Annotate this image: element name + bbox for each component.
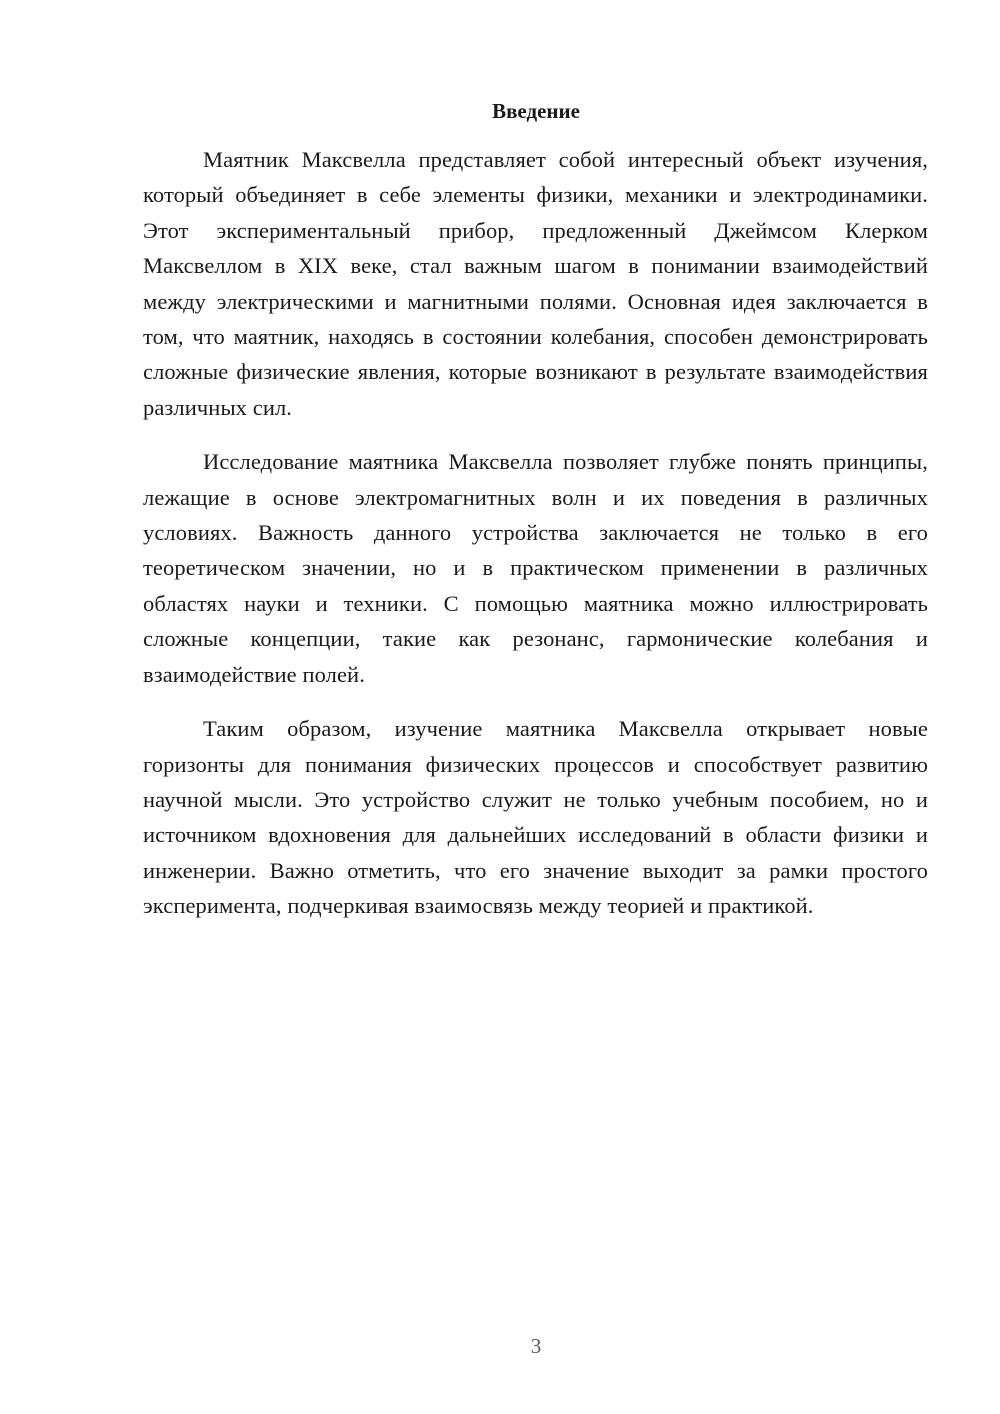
- section-title: Введение: [492, 99, 580, 123]
- paragraph-1: Маятник Максвелла представляет собой интересный объект изучения, который объединяет в себе элементы физики, механики и электродинамики. Этот экспериментальный прибор, предложенный Джеймсом Клерком Максвеллом в XIX веке, стал важным шагом в понимании взаимодействий между электрическими и магнитными полями. Основная идея заключается в том, что маятник, находясь в состоянии колебания, способен демонстрировать сложные физические явления, которые возникают в результате взаимодействия различных сил.: [143, 147, 928, 420]
- paragraph-3: Таким образом, изучение маятника Максвелла открывает новые горизонты для понимания физических процессов и способствует развитию научной мысли. Это устройство служит не только учебным пособием, но и источником вдохновения для дальнейших исследований в области физики и инженерии. Важно отметить, что его значение выходит за рамки простого эксперимента, подчеркивая взаимосвязь между теорией и практикой.: [143, 716, 928, 919]
- page-number: 3: [530, 1334, 542, 1358]
- body-text: [143, 142, 928, 943]
- paragraph-2: Исследование маятника Максвелла позволяет глубже понять принципы, лежащие в основе электромагнитных волн и их поведения в различных условиях. Важность данного устройства заключается не только в его теоретическом значении, но и в практическом применении в различных областях науки и техники. С помощью маятника можно иллюстрировать сложные концепции, такие как резонанс, гармонические колебания и взаимодействие полей.: [143, 449, 928, 687]
